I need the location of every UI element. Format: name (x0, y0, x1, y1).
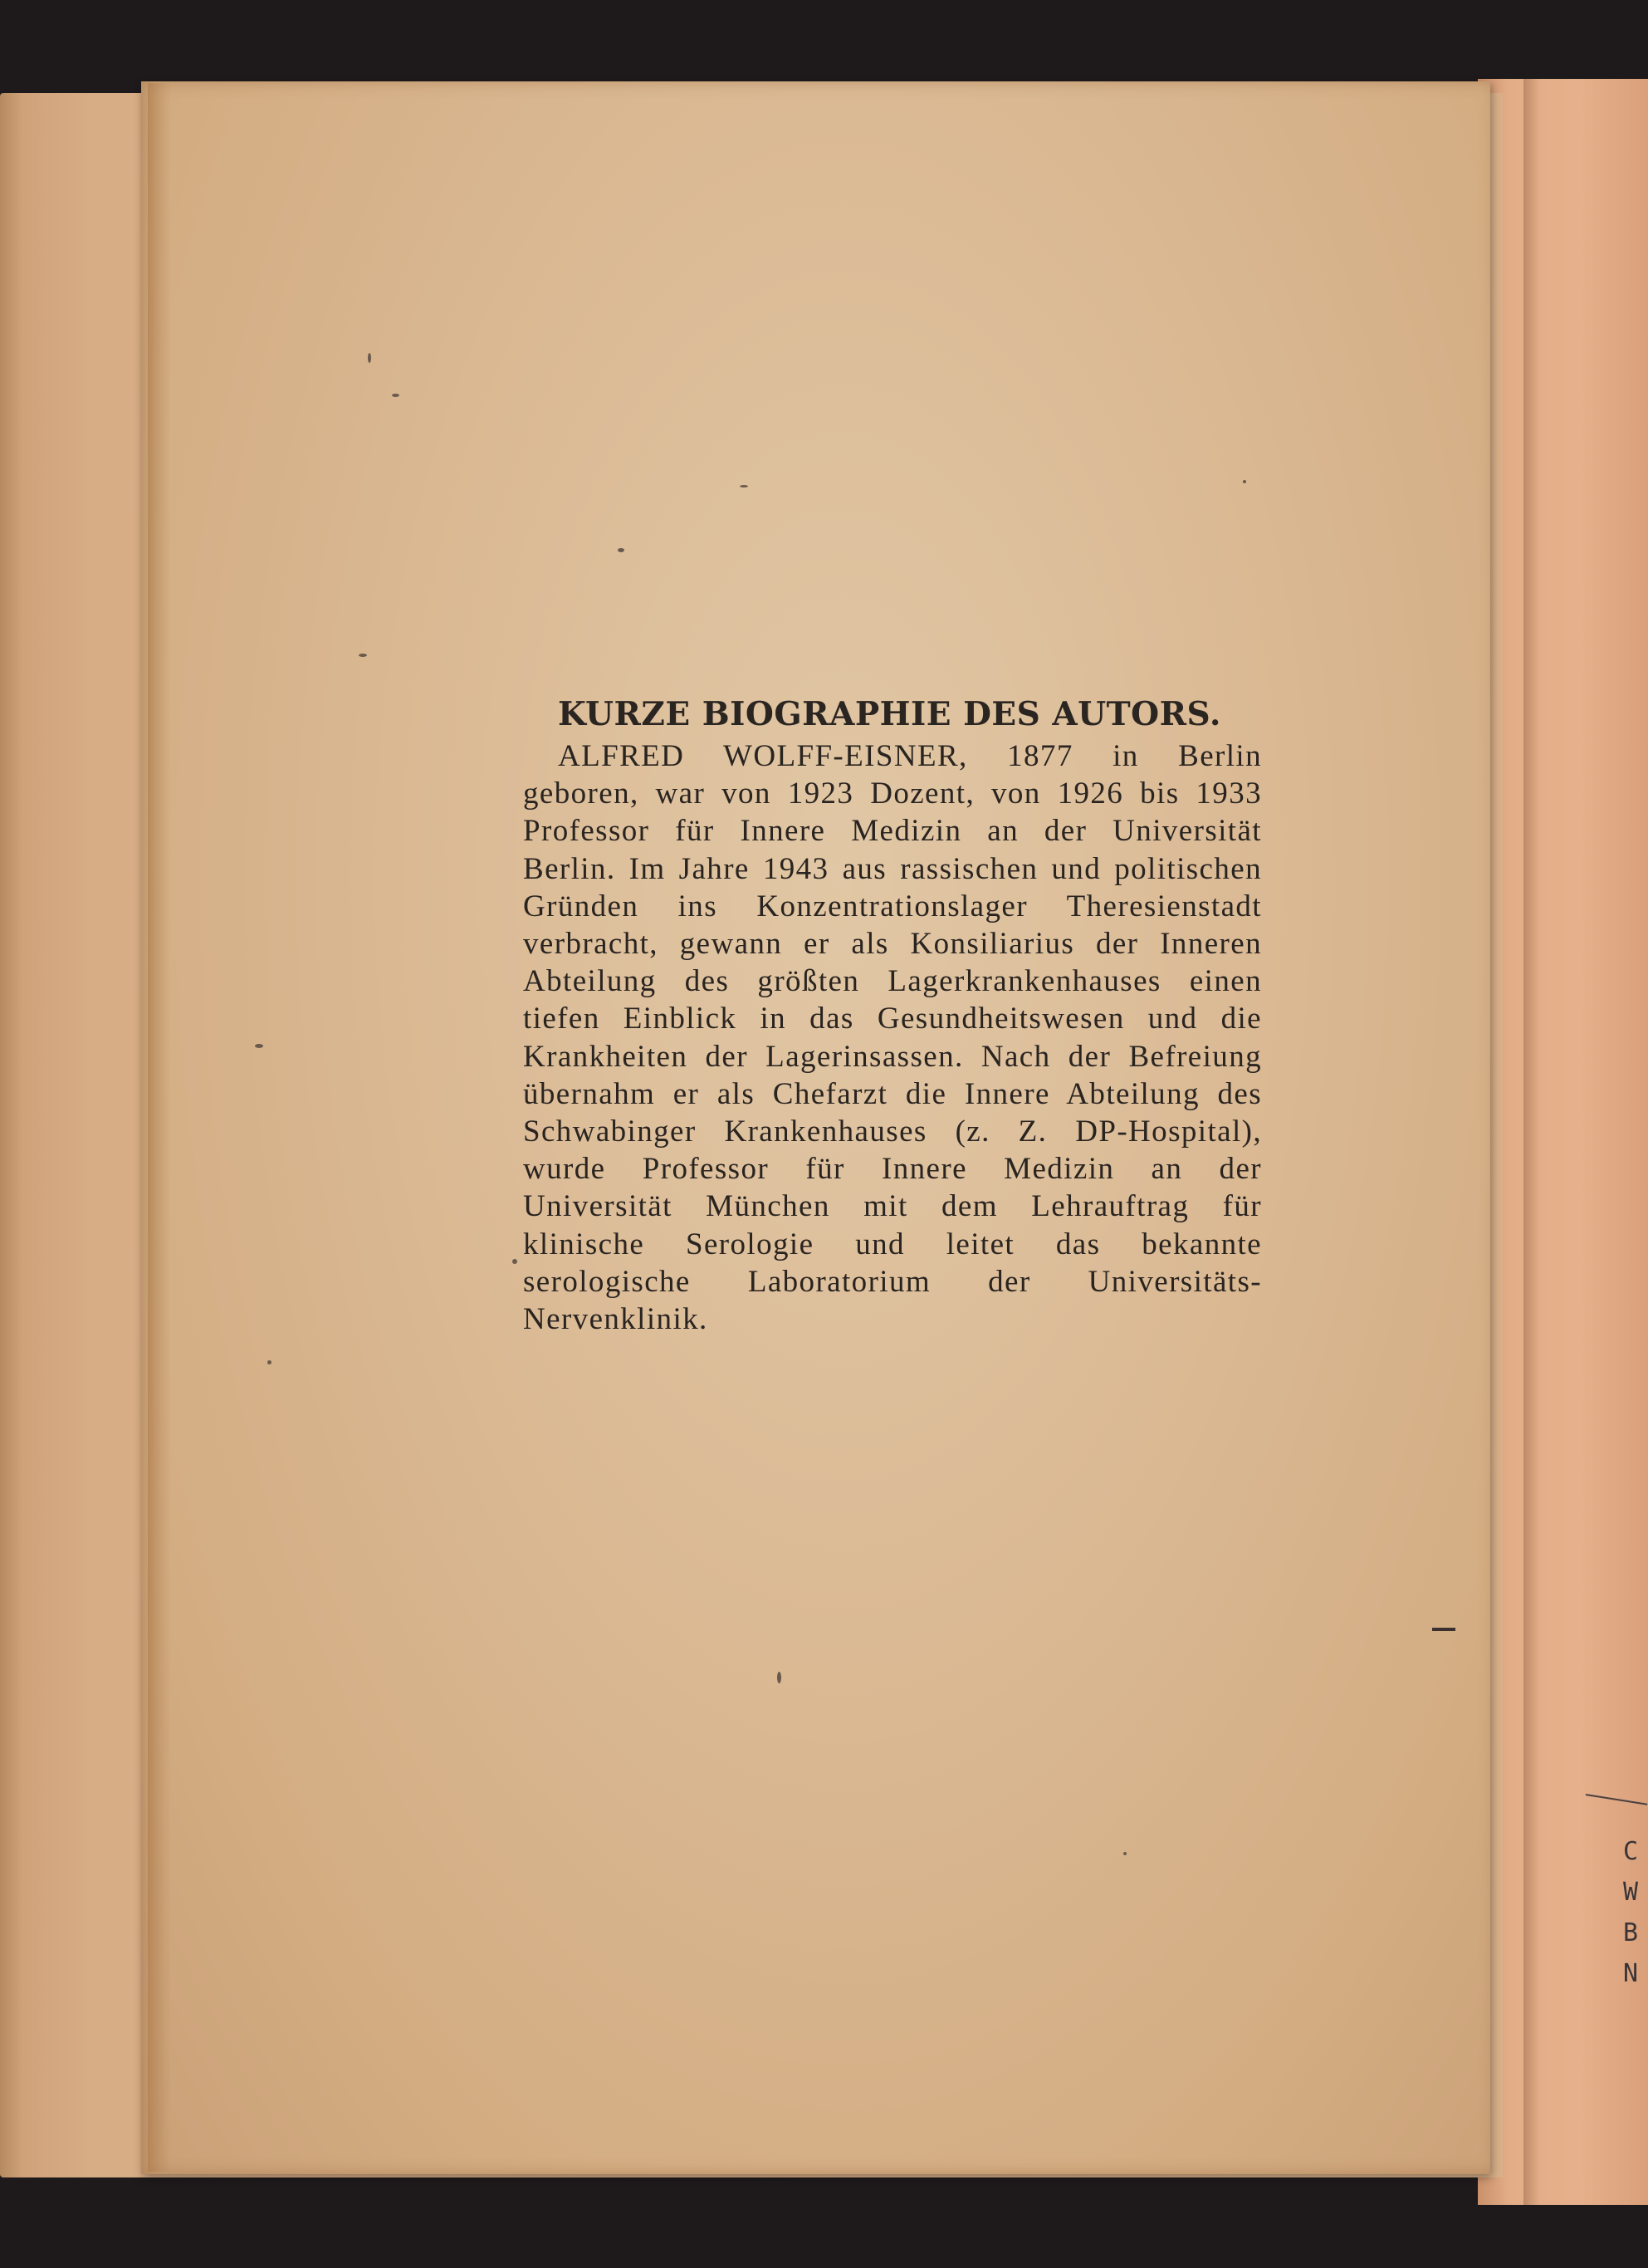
paper-speck (740, 485, 748, 487)
paper-speck (267, 1360, 271, 1364)
paper-speck (618, 548, 624, 552)
biography-heading: KURZE BIOGRAPHIE DES AUTORS. (558, 695, 1221, 733)
biography-text-block (523, 691, 1262, 1338)
paper-speck (359, 654, 367, 657)
back-cover-shadow (1523, 79, 1540, 2205)
paper-speck (255, 1044, 263, 1048)
paper-speck (1243, 480, 1246, 483)
paper-speck (392, 394, 399, 397)
paper-speck (777, 1672, 781, 1683)
page-gutter-shadow (148, 83, 171, 2172)
paper-speck (512, 1259, 517, 1264)
biography-paragraph: ALFRED WOLFF-EISNER, 1877 in Berlin geboren, war von 1923 Dozent, von 1926 bis 1933 Professor für Innere Medizin an der Universität Berlin. Im Jahre 1943 aus rassischen und politischen Gründen ins Konzentrationslager Theresienstadt verbracht, gewann er als Konsiliarius der Inneren Abteilung des größten Lagerkrankenhauses einen tiefen Einblick in das Gesundheitswesen und die Krankheiten der Lagerinsassen. Nach der Befreiung übernahm er als Chefarzt die Innere Abteilung des Schwabinger Krankenhauses (z. Z. DP-Hospital), wurde Professor für Innere Medizin an der Universität München mit dem Lehrauftrag für klinische Serologie und leitet das bekannte serologische Laboratorium der Universitäts-Nervenklinik. (523, 739, 1262, 1337)
paper-speck (368, 353, 371, 363)
back-cover-edge-text: C W B N (1623, 1837, 1639, 1988)
page-edge-mark (1432, 1628, 1455, 1631)
paper-speck (1123, 1852, 1127, 1855)
